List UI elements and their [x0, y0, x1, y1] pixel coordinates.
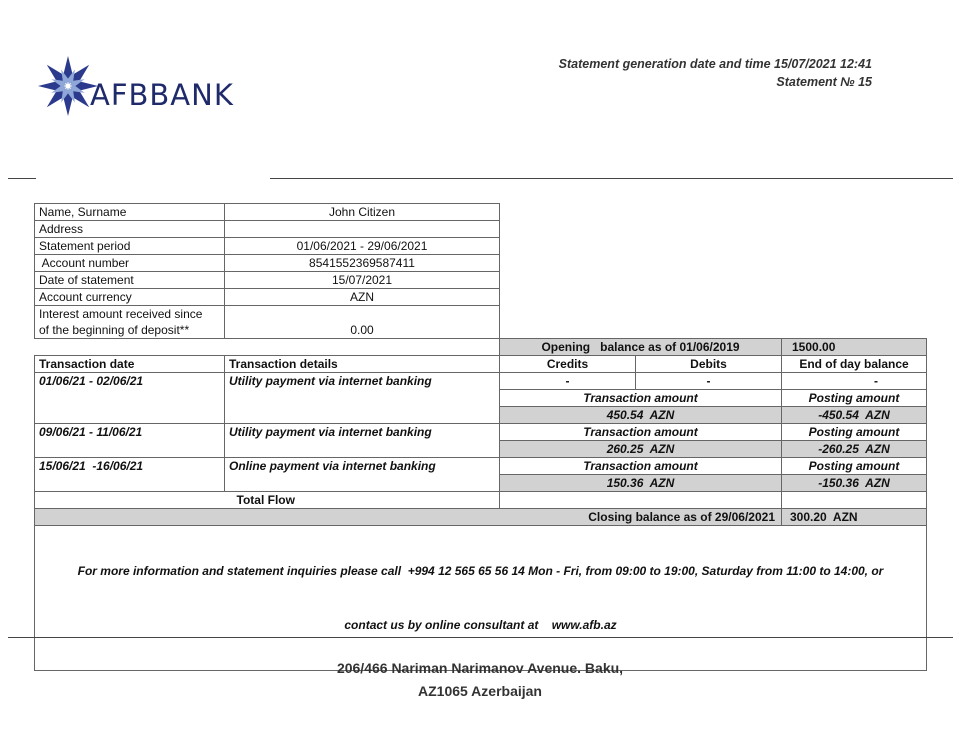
transactions-table: [34, 338, 927, 671]
inquiry-note-line1: For more information and statement inquiries please call +994 12 565 65 56 14 Mon - Fri, from 09:00 to 19:00, Saturday from 11:00 to 14:00, or: [77, 564, 884, 578]
footer-divider: [8, 637, 953, 638]
transaction-date: 15/06/21 -16/06/21: [35, 458, 225, 475]
closing-balance-value: 300.20 AZN: [782, 509, 927, 526]
column-header-row: [35, 356, 927, 373]
info-label: Statement period: [35, 238, 225, 255]
transaction-details: Utility payment via internet banking: [225, 373, 500, 390]
col-end-of-day-balance: End of day balance: [782, 356, 927, 373]
info-value: 8541552369587411: [225, 255, 500, 272]
transaction-amount: 150.36 AZN: [500, 475, 782, 492]
transaction-amount-label: Transaction amount: [500, 390, 782, 407]
info-value: John Citizen: [225, 204, 500, 221]
info-value: [225, 221, 500, 238]
transaction-credits: -: [500, 373, 636, 390]
info-row: [35, 255, 500, 272]
transaction-amount: 450.54 AZN: [500, 407, 782, 424]
interest-row: [35, 306, 500, 339]
transaction-date: 09/06/21 - 11/06/21: [35, 424, 225, 441]
table-row: [35, 475, 927, 492]
transaction-debits: -: [636, 373, 782, 390]
posting-amount: -150.36 AZN: [782, 475, 927, 492]
total-flow-row: [35, 492, 927, 509]
info-value: 01/06/2021 - 29/06/2021: [225, 238, 500, 255]
address-line2: AZ1065 Azerbaijan: [418, 683, 542, 699]
table-row: [35, 424, 927, 441]
table-row: [35, 458, 927, 475]
table-row: [35, 373, 927, 390]
info-row: [35, 238, 500, 255]
closing-balance-row: [35, 509, 927, 526]
transaction-amount-label: Transaction amount: [500, 424, 782, 441]
opening-balance-row: [35, 339, 927, 356]
info-label: Account number: [35, 255, 225, 272]
transaction-details: Utility payment via internet banking: [225, 424, 500, 441]
info-row: [35, 272, 500, 289]
account-info-table: [34, 203, 500, 339]
info-label: Name, Surname: [35, 204, 225, 221]
transaction-amount-label: Transaction amount: [500, 458, 782, 475]
inquiry-note: [35, 526, 927, 671]
col-transaction-details: Transaction details: [225, 356, 500, 373]
info-row: [35, 289, 500, 306]
inquiry-note-row: [35, 526, 927, 671]
opening-balance-label: Opening balance as of 01/06/2019: [500, 339, 782, 356]
interest-value: 0.00: [225, 306, 500, 339]
table-row: [35, 407, 927, 424]
info-label: Date of statement: [35, 272, 225, 289]
interest-label: [35, 306, 225, 339]
posting-amount: -450.54 AZN: [782, 407, 927, 424]
info-value: AZN: [225, 289, 500, 306]
info-label: Address: [35, 221, 225, 238]
total-flow-label: Total Flow: [225, 492, 500, 509]
table-row: [35, 390, 927, 407]
info-row: [35, 204, 500, 221]
transaction-details: Online payment via internet banking: [225, 458, 500, 475]
statement-number: Statement № 15: [776, 75, 872, 89]
divider-left: [8, 178, 36, 179]
transaction-balance: -: [782, 373, 927, 390]
info-label: Account currency: [35, 289, 225, 306]
inquiry-note-line2: contact us by online consultant at www.afb.az: [344, 618, 617, 632]
col-credits: Credits: [500, 356, 636, 373]
col-debits: Debits: [636, 356, 782, 373]
info-value: 15/07/2021: [225, 272, 500, 289]
opening-balance-value: 1500.00: [782, 339, 927, 356]
posting-amount-label: Posting amount: [782, 458, 927, 475]
brand-name: AFBBANK: [90, 78, 234, 112]
transaction-amount: 260.25 AZN: [500, 441, 782, 458]
table-row: [35, 441, 927, 458]
col-transaction-date: Transaction date: [35, 356, 225, 373]
interest-label-line2: of the beginning of deposit**: [39, 323, 190, 337]
divider-right: [270, 178, 953, 179]
posting-amount-label: Posting amount: [782, 424, 927, 441]
info-row: [35, 221, 500, 238]
address-line1: 206/466 Nariman Narimanov Avenue. Baku,: [336, 660, 624, 676]
closing-balance-label: Closing balance as of 29/06/2021: [35, 509, 782, 526]
transaction-date: 01/06/21 - 02/06/21: [35, 373, 225, 390]
interest-label-line1: Interest amount received since: [39, 307, 203, 321]
posting-amount-label: Posting amount: [782, 390, 927, 407]
statement-generation-line: Statement generation date and time 15/07/2021 12:41: [558, 57, 872, 71]
posting-amount: -260.25 AZN: [782, 441, 927, 458]
